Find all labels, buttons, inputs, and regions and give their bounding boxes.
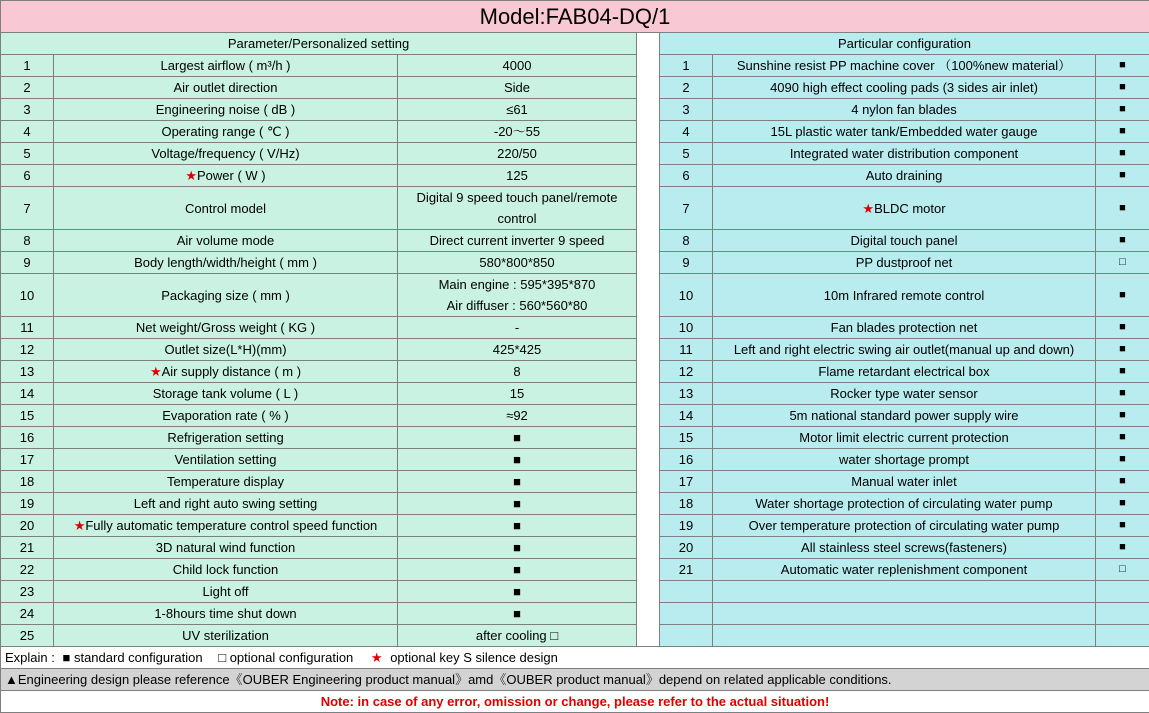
star-icon: ★	[185, 168, 198, 183]
config-mark: ■	[1096, 274, 1149, 317]
config-name-text: BLDC motor	[874, 200, 946, 216]
param-number: 12	[1, 339, 54, 361]
config-number: 10	[660, 274, 713, 317]
config-number	[660, 603, 713, 625]
config-name-text: 4090 high effect cooling pads (3 sides air inlet)	[770, 80, 1038, 95]
title-row	[1, 1, 1149, 33]
config-number: 11	[660, 339, 713, 361]
param-name	[54, 317, 398, 339]
config-name-text: 10m Infrared remote control	[823, 287, 985, 303]
config-number: 15	[660, 427, 713, 449]
config-number: 4	[660, 121, 713, 143]
table-row	[1, 581, 1149, 603]
param-value	[398, 55, 637, 77]
param-name	[54, 537, 398, 559]
param-number: 11	[1, 317, 54, 339]
column-gap	[637, 559, 660, 581]
param-number: 5	[1, 143, 54, 165]
config-name-text: Integrated water distribution component	[789, 146, 1019, 161]
column-gap	[637, 625, 660, 647]
table-row	[1, 274, 1149, 317]
param-name	[54, 274, 398, 317]
config-mark: ■	[1096, 493, 1149, 515]
param-number: 20	[1, 515, 54, 537]
star-icon: ★	[370, 650, 383, 665]
column-gap	[637, 537, 660, 559]
column-gap	[637, 361, 660, 383]
param-number: 21	[1, 537, 54, 559]
config-number: 18	[660, 493, 713, 515]
param-name	[54, 230, 398, 252]
config-name	[713, 77, 1096, 99]
config-number: 8	[660, 230, 713, 252]
table-row	[1, 77, 1149, 99]
param-value-text: 4000	[502, 58, 532, 73]
config-name	[713, 121, 1096, 143]
config-name-text: Digital touch panel	[850, 233, 958, 248]
config-mark: ■	[1096, 77, 1149, 99]
config-number: 12	[660, 361, 713, 383]
param-name	[54, 361, 398, 383]
column-gap	[637, 165, 660, 187]
table-row	[1, 230, 1149, 252]
config-mark: ■	[1096, 449, 1149, 471]
param-name	[54, 559, 398, 581]
param-value-text: Main engine : 595*395*870	[438, 277, 596, 292]
param-name-text: Left and right auto swing setting	[133, 496, 318, 511]
config-name	[713, 471, 1096, 493]
param-value	[398, 427, 637, 449]
column-gap	[637, 230, 660, 252]
table-row	[1, 339, 1149, 361]
param-value-text: Side	[503, 80, 531, 95]
param-value-text: ■	[513, 540, 521, 555]
config-name	[713, 581, 1096, 603]
column-gap	[637, 143, 660, 165]
param-value	[398, 603, 637, 625]
param-name	[54, 427, 398, 449]
param-name	[54, 603, 398, 625]
table-row	[1, 99, 1149, 121]
legend	[1, 647, 1149, 669]
param-value	[398, 449, 637, 471]
param-number: 1	[1, 55, 54, 77]
column-gap	[637, 121, 660, 143]
config-number: 6	[660, 165, 713, 187]
config-mark: ■	[1096, 121, 1149, 143]
legend-optional: □ optional configuration	[218, 650, 354, 665]
config-mark: ■	[1096, 471, 1149, 493]
param-value-text: 125	[506, 168, 528, 183]
config-name	[713, 405, 1096, 427]
config-name	[713, 559, 1096, 581]
table-row	[1, 405, 1149, 427]
table-row	[1, 383, 1149, 405]
param-name	[54, 55, 398, 77]
config-mark	[1096, 581, 1149, 603]
config-name	[713, 603, 1096, 625]
param-value	[398, 493, 637, 515]
param-name-text: Operating range ( ℃ )	[161, 124, 290, 139]
config-number: 16	[660, 449, 713, 471]
param-value	[398, 383, 637, 405]
param-value	[398, 581, 637, 603]
config-number: 3	[660, 99, 713, 121]
column-gap	[637, 33, 660, 55]
config-mark: ■	[1096, 383, 1149, 405]
config-name	[713, 55, 1096, 77]
config-name-text: water shortage prompt	[838, 452, 970, 467]
param-number: 17	[1, 449, 54, 471]
param-name	[54, 77, 398, 99]
param-value-text: Digital 9 speed touch panel/remote control	[416, 190, 618, 226]
param-number: 24	[1, 603, 54, 625]
explain-row	[1, 647, 1149, 669]
param-name	[54, 581, 398, 603]
config-number: 9	[660, 252, 713, 274]
table-row	[1, 427, 1149, 449]
config-name-text: Flame retardant electrical box	[818, 364, 990, 379]
param-name-text: Largest airflow ( m³/h )	[160, 58, 291, 73]
table-row	[1, 471, 1149, 493]
table-row	[1, 317, 1149, 339]
param-name-text: Control model	[185, 200, 266, 216]
table-row	[1, 55, 1149, 77]
param-value	[398, 121, 637, 143]
param-name-text: Power ( W )	[197, 168, 266, 183]
column-gap	[637, 581, 660, 603]
param-value	[398, 405, 637, 427]
param-name-text: 1-8hours time shut down	[154, 606, 297, 621]
param-number: 6	[1, 165, 54, 187]
config-mark: □	[1096, 252, 1149, 274]
table-row	[1, 361, 1149, 383]
config-number: 5	[660, 143, 713, 165]
config-name-text: All stainless steel screws(fasteners)	[801, 540, 1007, 555]
config-name	[713, 493, 1096, 515]
table-row	[1, 143, 1149, 165]
config-name-text: PP dustproof net	[855, 255, 953, 270]
param-value-text: 220/50	[497, 146, 537, 161]
param-number: 23	[1, 581, 54, 603]
note-row	[1, 691, 1149, 713]
column-gap	[637, 252, 660, 274]
config-name	[713, 317, 1096, 339]
config-number	[660, 625, 713, 647]
param-name-text: Air outlet direction	[173, 80, 278, 95]
config-mark: ■	[1096, 427, 1149, 449]
param-name-text: Storage tank volume ( L )	[152, 386, 299, 401]
param-name	[54, 99, 398, 121]
column-gap	[637, 405, 660, 427]
param-value-text: 8	[513, 364, 521, 379]
config-name-text: 4 nylon fan blades	[851, 102, 957, 117]
param-name-text: Fully automatic temperature control speed function	[85, 518, 378, 533]
param-name	[54, 493, 398, 515]
param-name	[54, 121, 398, 143]
param-number: 19	[1, 493, 54, 515]
param-name	[54, 515, 398, 537]
legend-star-text: optional key S silence design	[390, 650, 558, 665]
table-row	[1, 449, 1149, 471]
table-row	[1, 537, 1149, 559]
engineering-row	[1, 669, 1149, 691]
param-value-text: ■	[513, 496, 521, 511]
config-name	[713, 99, 1096, 121]
config-mark: ■	[1096, 187, 1149, 230]
left-header: Parameter/Personalized setting	[1, 33, 637, 55]
param-name-text: Net weight/Gross weight ( KG )	[135, 320, 316, 335]
config-name	[713, 625, 1096, 647]
param-number: 16	[1, 427, 54, 449]
param-value-text: ■	[513, 452, 521, 467]
config-name	[713, 165, 1096, 187]
param-value	[398, 515, 637, 537]
column-gap	[637, 493, 660, 515]
param-number: 3	[1, 99, 54, 121]
disclaimer-note: Note: in case of any error, omission or change, please refer to the actual situation!	[1, 691, 1149, 713]
param-name-text: Air volume mode	[176, 233, 275, 248]
param-value	[398, 317, 637, 339]
config-name-text: Rocker type water sensor	[830, 386, 978, 401]
config-name-text: Fan blades protection net	[830, 320, 978, 335]
param-number: 4	[1, 121, 54, 143]
config-mark: ■	[1096, 143, 1149, 165]
config-number: 10	[660, 317, 713, 339]
right-header: Particular configuration	[660, 33, 1149, 55]
column-gap	[637, 339, 660, 361]
star-icon: ★	[862, 200, 875, 216]
config-name-text: Manual water inlet	[851, 474, 957, 489]
config-name	[713, 427, 1096, 449]
param-value-text-2: Air diffuser : 560*560*80	[446, 298, 588, 313]
config-number: 1	[660, 55, 713, 77]
config-name	[713, 537, 1096, 559]
param-number: 2	[1, 77, 54, 99]
param-number: 13	[1, 361, 54, 383]
param-name-text: Packaging size ( mm )	[161, 287, 290, 303]
param-name	[54, 252, 398, 274]
param-name	[54, 405, 398, 427]
column-gap	[637, 274, 660, 317]
param-name-text: Engineering noise ( dB )	[155, 102, 296, 117]
param-value	[398, 187, 637, 230]
column-gap	[637, 77, 660, 99]
table-row	[1, 493, 1149, 515]
param-name-text: Child lock function	[172, 562, 279, 577]
config-mark: □	[1096, 559, 1149, 581]
param-value-text: ≤61	[506, 102, 528, 117]
param-number: 8	[1, 230, 54, 252]
config-name-text: 5m national standard power supply wire	[789, 408, 1019, 423]
config-mark: ■	[1096, 230, 1149, 252]
param-name	[54, 143, 398, 165]
param-name	[54, 625, 398, 647]
param-name-text: Air supply distance ( m )	[161, 364, 302, 379]
table-row	[1, 187, 1149, 230]
config-mark: ■	[1096, 55, 1149, 77]
param-number: 9	[1, 252, 54, 274]
column-gap	[637, 603, 660, 625]
config-name	[713, 361, 1096, 383]
config-mark: ■	[1096, 515, 1149, 537]
param-value	[398, 537, 637, 559]
config-number: 17	[660, 471, 713, 493]
config-name	[713, 274, 1096, 317]
param-name-text: Evaporation rate ( % )	[162, 408, 289, 423]
table-row	[1, 252, 1149, 274]
config-name	[713, 252, 1096, 274]
config-mark: ■	[1096, 405, 1149, 427]
config-name	[713, 515, 1096, 537]
param-name-text: UV sterilization	[182, 628, 269, 643]
param-name	[54, 449, 398, 471]
config-name-text: Automatic water replenishment component	[780, 562, 1028, 577]
param-number: 10	[1, 274, 54, 317]
column-gap	[637, 317, 660, 339]
config-name	[713, 339, 1096, 361]
table-row	[1, 165, 1149, 187]
star-icon: ★	[73, 518, 86, 533]
config-name	[713, 187, 1096, 230]
table-row	[1, 559, 1149, 581]
config-number	[660, 581, 713, 603]
legend-standard: ■ standard configuration	[62, 650, 203, 665]
column-gap	[637, 383, 660, 405]
config-mark: ■	[1096, 317, 1149, 339]
config-name	[713, 143, 1096, 165]
param-value	[398, 99, 637, 121]
param-value	[398, 252, 637, 274]
param-value	[398, 274, 637, 317]
config-number: 7	[660, 187, 713, 230]
config-number: 20	[660, 537, 713, 559]
param-name-text: Voltage/frequency ( V/Hz)	[151, 146, 300, 161]
config-number: 13	[660, 383, 713, 405]
config-mark: ■	[1096, 99, 1149, 121]
param-value-text: -	[514, 320, 520, 335]
column-gap	[637, 427, 660, 449]
param-name-text: Outlet size(L*H)(mm)	[164, 342, 287, 357]
param-value-text: 15	[509, 386, 525, 401]
model-title: Model:FAB04-DQ/1	[1, 1, 1149, 33]
param-number: 14	[1, 383, 54, 405]
config-mark: ■	[1096, 361, 1149, 383]
param-name-text: Temperature display	[166, 474, 285, 489]
param-name	[54, 383, 398, 405]
table-row	[1, 515, 1149, 537]
param-value-text: -20～55	[493, 124, 541, 139]
table-row	[1, 625, 1149, 647]
config-mark: ■	[1096, 165, 1149, 187]
param-value-text: ■	[513, 584, 521, 599]
config-name	[713, 230, 1096, 252]
param-value	[398, 165, 637, 187]
param-value-text: after cooling □	[475, 628, 559, 643]
config-name-text: Sunshine resist PP machine cover （100%new material）	[736, 58, 1072, 73]
column-gap	[637, 99, 660, 121]
param-value-text: Direct current inverter 9 speed	[429, 233, 605, 248]
config-name	[713, 449, 1096, 471]
config-name-text: 15L plastic water tank/Embedded water gauge	[770, 124, 1038, 139]
param-value	[398, 471, 637, 493]
header-row	[1, 33, 1149, 55]
config-mark: ■	[1096, 339, 1149, 361]
config-name-text: Over temperature protection of circulating water pump	[748, 518, 1060, 533]
param-value	[398, 143, 637, 165]
param-value	[398, 77, 637, 99]
param-name-text: Ventilation setting	[174, 452, 277, 467]
legend-prefix: Explain :	[5, 650, 55, 665]
param-value-text: ■	[513, 562, 521, 577]
param-value-text: ■	[513, 518, 521, 533]
column-gap	[637, 449, 660, 471]
param-value-text: ■	[513, 606, 521, 621]
param-name	[54, 471, 398, 493]
param-name-text: 3D natural wind function	[155, 540, 296, 555]
config-name-text: Left and right electric swing air outlet(manual up and down)	[733, 342, 1075, 357]
config-mark	[1096, 603, 1149, 625]
param-name	[54, 187, 398, 230]
config-mark: ■	[1096, 537, 1149, 559]
config-number: 19	[660, 515, 713, 537]
column-gap	[637, 471, 660, 493]
param-value-text: ≈92	[506, 408, 528, 423]
config-name-text: Motor limit electric current protection	[799, 430, 1009, 445]
param-name-text: Refrigeration setting	[167, 430, 284, 445]
param-value	[398, 625, 637, 647]
param-value-text: ■	[513, 474, 521, 489]
param-value-text: 425*425	[492, 342, 542, 357]
param-value-text: 580*800*850	[479, 255, 555, 270]
param-value	[398, 230, 637, 252]
param-value	[398, 559, 637, 581]
param-number: 15	[1, 405, 54, 427]
config-number: 2	[660, 77, 713, 99]
param-name-text: Body length/width/height ( mm )	[134, 255, 317, 270]
param-number: 25	[1, 625, 54, 647]
table-row	[1, 603, 1149, 625]
param-number: 7	[1, 187, 54, 230]
column-gap	[637, 187, 660, 230]
param-name	[54, 165, 398, 187]
param-value	[398, 361, 637, 383]
param-name-text: Light off	[202, 584, 249, 599]
param-value	[398, 339, 637, 361]
config-mark	[1096, 625, 1149, 647]
star-icon: ★	[149, 364, 162, 379]
config-number: 21	[660, 559, 713, 581]
table-row	[1, 121, 1149, 143]
param-name	[54, 339, 398, 361]
column-gap	[637, 55, 660, 77]
config-number: 14	[660, 405, 713, 427]
column-gap	[637, 515, 660, 537]
config-name-text: Water shortage protection of circulating water pump	[755, 496, 1053, 511]
param-value-text: ■	[513, 430, 521, 445]
config-name-text: Auto draining	[865, 168, 943, 183]
engineering-note: ▲Engineering design please reference《OUBER Engineering product manual》amd《OUBER product manual》depend on related applicable conditions.	[1, 669, 1149, 691]
config-name	[713, 383, 1096, 405]
param-number: 22	[1, 559, 54, 581]
param-number: 18	[1, 471, 54, 493]
